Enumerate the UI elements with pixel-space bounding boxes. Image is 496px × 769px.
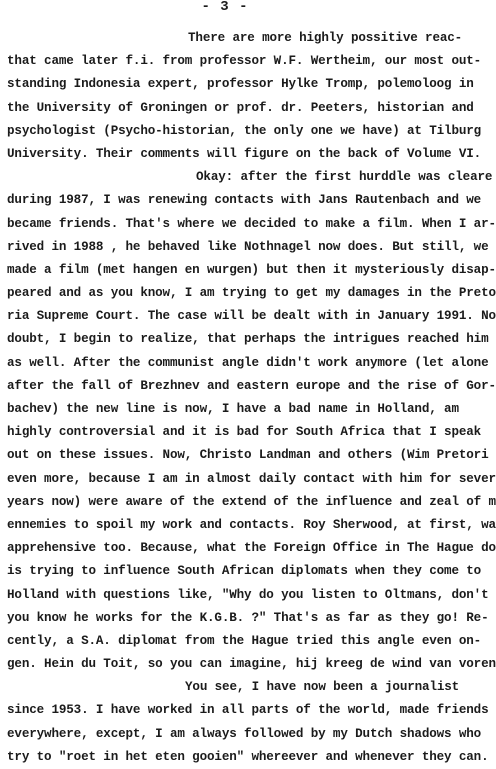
text-line: psychologist (Psycho-historian, the only one we have) at Tilburg <box>7 123 482 138</box>
text-line: standing Indonesia expert, professor Hylke Tromp, polemoloog in <box>7 77 474 92</box>
text-line: apprehensive too. Because, what the Foreign Office in The Hague do <box>7 541 496 556</box>
text-line: since 1953. I have worked in all parts of the world, made friends <box>7 703 489 718</box>
text-line: ennemies to spoil my work and contacts. Roy Sherwood, at first, wa <box>7 517 496 532</box>
text-line: gen. Hein du Toit, so you can imagine, hij kreeg de wind van voren <box>7 657 496 672</box>
letter-body <box>7 27 496 769</box>
text-line: rived in 1988 , he behaved like Nothnagel now does. But still, we <box>7 239 489 254</box>
text-line: ria Supreme Court. The case will be dealt with in January 1991. No <box>7 309 496 324</box>
text-line: that came later f.i. from professor W.F. Wertheim, our most out- <box>7 54 482 69</box>
text-line: is trying to influence South African diplomats when they come to <box>7 564 482 579</box>
text-line: during 1987, I was renewing contacts with Jans Rautenbach and we <box>7 193 482 208</box>
text-line: doubt, I begin to realize, that perhaps the intrigues reached him <box>7 332 489 347</box>
text-line: There are more highly possitive reac- <box>188 31 463 45</box>
text-line: after the fall of Brezhnev and eastern europe and the rise of Gor- <box>7 378 496 393</box>
text-line: as well. After the communist angle didn't work anymore (let alone <box>7 355 489 370</box>
text-line: cently, a S.A. diplomat from the Hague tried this angle even on- <box>7 633 482 648</box>
page-number: - 3 - <box>201 0 249 15</box>
text-line: even more, because I am in almost daily contact with him for sever <box>7 471 496 486</box>
text-line: years now) were aware of the extend of the influence and zeal of m <box>7 494 496 509</box>
text-line: you know he works for the K.G.B. ?" That's as far as they go! Re- <box>7 610 489 625</box>
text-line: made a film (met hangen en wurgen) but then it mysteriously disap- <box>7 262 496 277</box>
text-line: everywhere, except, I am always followed by my Dutch shadows who <box>7 726 482 741</box>
text-line: try to "roet in het eten gooien" whereever and whenever they can. <box>7 749 489 764</box>
text-line: out on these issues. Now, Christo Landman and others (Wim Pretori <box>7 448 489 463</box>
text-line: peared and as you know, I am trying to get my damages in the Preto <box>7 286 496 301</box>
text-line: bachev) the new line is now, I have a bad name in Holland, am <box>7 402 459 416</box>
text-line: University. Their comments will figure on the back of Volume VI. <box>7 146 482 161</box>
text-line: You see, I have now been a journalist <box>185 680 460 695</box>
text-line: became friends. That's where we decided to make a film. When I ar- <box>7 216 496 231</box>
text-line: Okay: after the first hurddle was cleare <box>196 170 493 185</box>
text-line: highly controversial and it is bad for South Africa that I speak <box>7 425 482 440</box>
text-line: the University of Groningen or prof. dr. Peeters, historian and <box>7 100 474 115</box>
text-line: Holland with questions like, "Why do you listen to Oltmans, don't <box>7 587 489 602</box>
